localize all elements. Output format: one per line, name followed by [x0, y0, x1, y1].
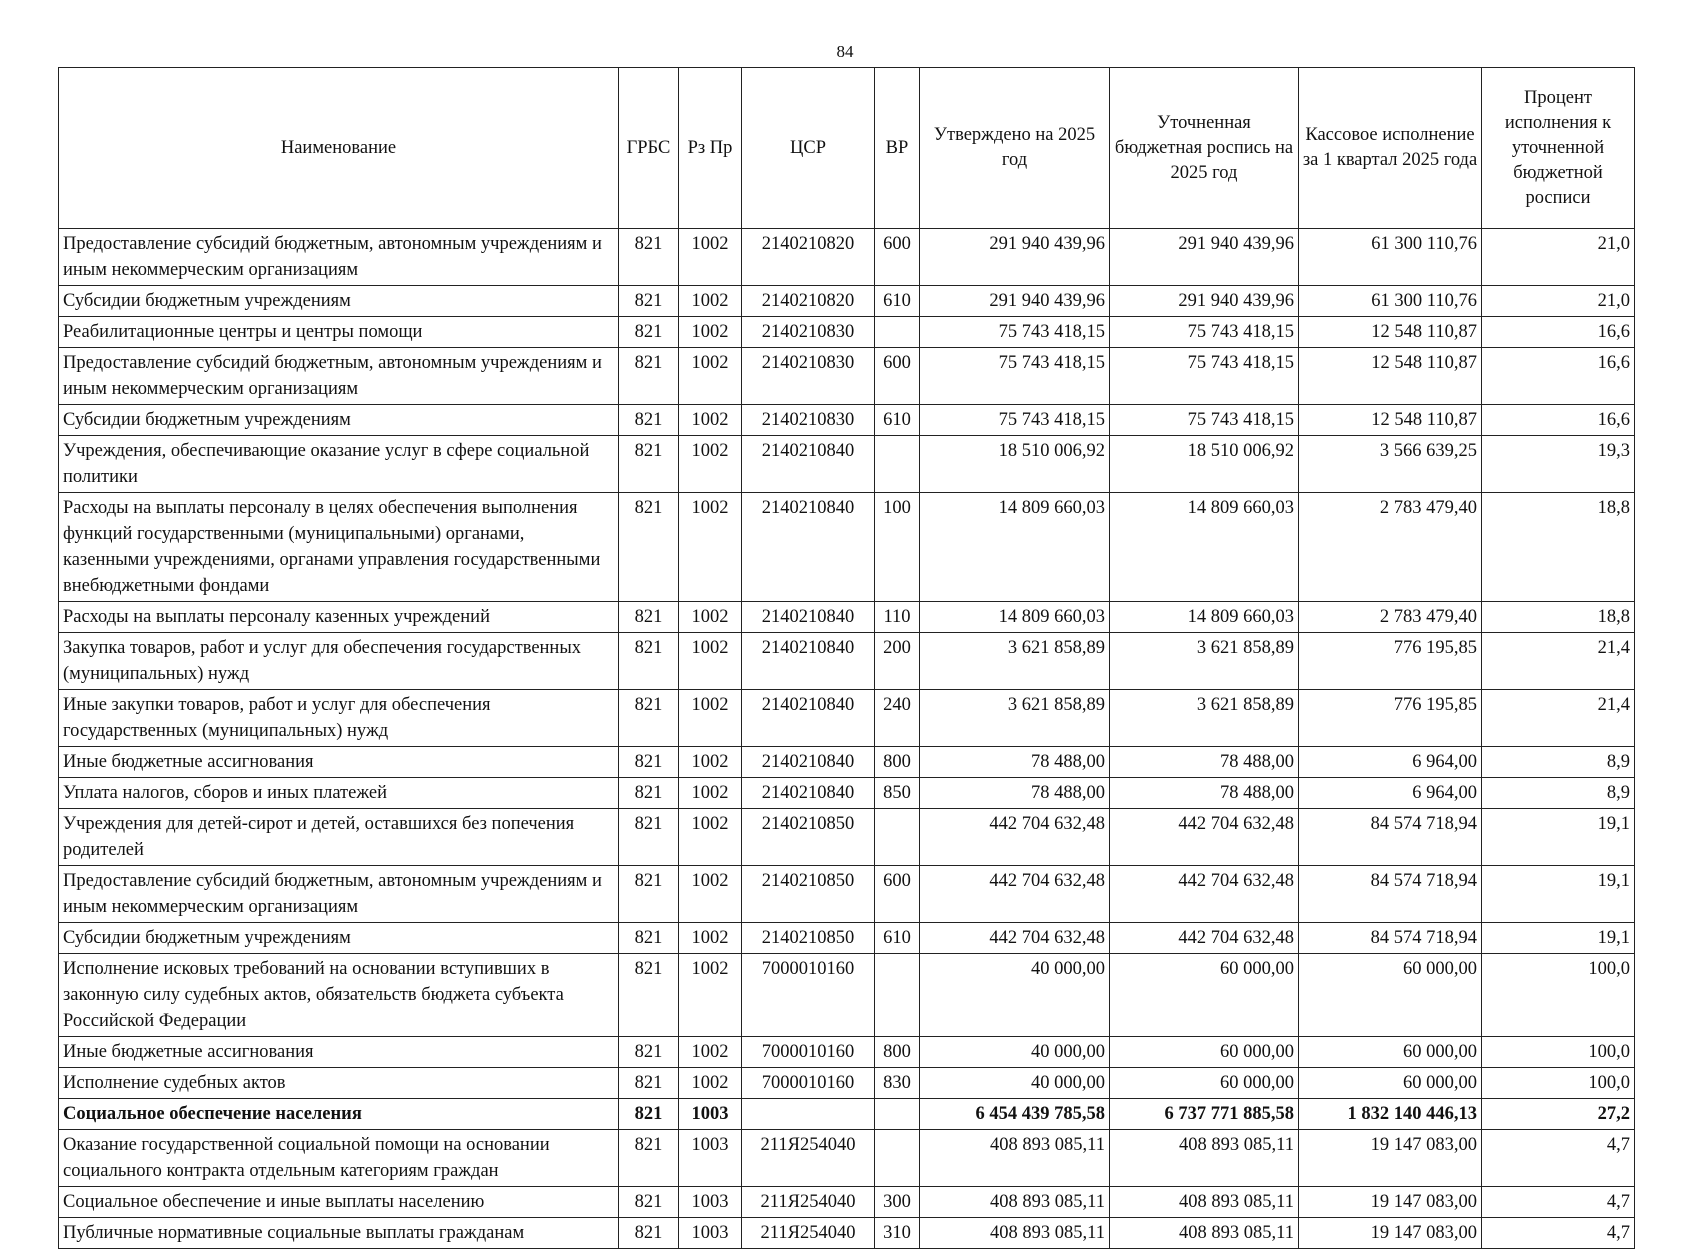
- table-row: [59, 690, 1635, 747]
- cell-name: Социальное обеспечение населения: [59, 1099, 619, 1130]
- cell-grbs: 821: [619, 923, 679, 954]
- cell-refined: 75 743 418,15: [1110, 317, 1299, 348]
- cell-percent: 21,0: [1482, 229, 1635, 286]
- cell-approved: 442 704 632,48: [920, 866, 1110, 923]
- cell-executed: 60 000,00: [1299, 1068, 1482, 1099]
- cell-csr: 2140210840: [742, 633, 875, 690]
- cell-vr: [875, 436, 920, 493]
- table-row: [59, 405, 1635, 436]
- cell-rzpr: 1002: [679, 493, 742, 602]
- cell-executed: 19 147 083,00: [1299, 1130, 1482, 1187]
- cell-grbs: 821: [619, 317, 679, 348]
- cell-csr: 7000010160: [742, 1068, 875, 1099]
- cell-csr: 7000010160: [742, 1037, 875, 1068]
- cell-executed: 6 964,00: [1299, 747, 1482, 778]
- cell-grbs: 821: [619, 690, 679, 747]
- cell-executed: 1 832 140 446,13: [1299, 1099, 1482, 1130]
- cell-vr: 200: [875, 633, 920, 690]
- cell-executed: 61 300 110,76: [1299, 229, 1482, 286]
- table-row: [59, 348, 1635, 405]
- cell-csr: 2140210850: [742, 809, 875, 866]
- cell-grbs: 821: [619, 602, 679, 633]
- cell-grbs: 821: [619, 1099, 679, 1130]
- table-row: [59, 1130, 1635, 1187]
- cell-grbs: 821: [619, 809, 679, 866]
- cell-rzpr: 1002: [679, 690, 742, 747]
- cell-rzpr: 1002: [679, 317, 742, 348]
- cell-percent: 19,1: [1482, 809, 1635, 866]
- cell-approved: 14 809 660,03: [920, 602, 1110, 633]
- cell-name: Предоставление субсидий бюджетным, автономным учреждениям и иным некоммерческим организациям: [59, 348, 619, 405]
- cell-refined: 408 893 085,11: [1110, 1187, 1299, 1218]
- table-row: [59, 1187, 1635, 1218]
- cell-percent: 100,0: [1482, 954, 1635, 1037]
- cell-approved: 408 893 085,11: [920, 1187, 1110, 1218]
- cell-rzpr: 1002: [679, 1037, 742, 1068]
- cell-csr: 211Я254040: [742, 1130, 875, 1187]
- cell-refined: 408 893 085,11: [1110, 1130, 1299, 1187]
- cell-executed: 19 147 083,00: [1299, 1187, 1482, 1218]
- cell-executed: 2 783 479,40: [1299, 493, 1482, 602]
- cell-name: Субсидии бюджетным учреждениям: [59, 286, 619, 317]
- table-row: [59, 954, 1635, 1037]
- cell-percent: 4,7: [1482, 1187, 1635, 1218]
- cell-name: Публичные нормативные социальные выплаты гражданам: [59, 1218, 619, 1249]
- cell-approved: 3 621 858,89: [920, 690, 1110, 747]
- header-name: Наименование: [59, 68, 619, 229]
- header-csr: ЦСР: [742, 68, 875, 229]
- table-row: [59, 602, 1635, 633]
- cell-rzpr: 1002: [679, 436, 742, 493]
- cell-approved: 40 000,00: [920, 1068, 1110, 1099]
- cell-refined: 78 488,00: [1110, 747, 1299, 778]
- cell-name: Исполнение исковых требований на основании вступивших в законную силу судебных актов, обязательств бюджета субъекта Российской Федерации: [59, 954, 619, 1037]
- cell-csr: 2140210840: [742, 778, 875, 809]
- table-row: [59, 286, 1635, 317]
- cell-csr: 2140210830: [742, 317, 875, 348]
- cell-percent: 4,7: [1482, 1218, 1635, 1249]
- cell-vr: 850: [875, 778, 920, 809]
- cell-refined: 75 743 418,15: [1110, 405, 1299, 436]
- cell-name: Расходы на выплаты персоналу казенных учреждений: [59, 602, 619, 633]
- cell-vr: [875, 809, 920, 866]
- cell-approved: 408 893 085,11: [920, 1130, 1110, 1187]
- cell-csr: 2140210830: [742, 405, 875, 436]
- cell-csr: 211Я254040: [742, 1187, 875, 1218]
- cell-percent: 4,7: [1482, 1130, 1635, 1187]
- cell-refined: 442 704 632,48: [1110, 866, 1299, 923]
- cell-name: Социальное обеспечение и иные выплаты населению: [59, 1187, 619, 1218]
- cell-name: Предоставление субсидий бюджетным, автономным учреждениям и иным некоммерческим организациям: [59, 229, 619, 286]
- cell-csr: 2140210840: [742, 747, 875, 778]
- cell-refined: 442 704 632,48: [1110, 923, 1299, 954]
- cell-grbs: 821: [619, 866, 679, 923]
- cell-executed: 84 574 718,94: [1299, 923, 1482, 954]
- cell-percent: 21,0: [1482, 286, 1635, 317]
- cell-approved: 78 488,00: [920, 747, 1110, 778]
- cell-approved: 442 704 632,48: [920, 809, 1110, 866]
- cell-csr: 211Я254040: [742, 1218, 875, 1249]
- cell-grbs: 821: [619, 286, 679, 317]
- cell-rzpr: 1003: [679, 1099, 742, 1130]
- cell-name: Субсидии бюджетным учреждениям: [59, 405, 619, 436]
- cell-vr: 310: [875, 1218, 920, 1249]
- cell-executed: 84 574 718,94: [1299, 866, 1482, 923]
- cell-name: Расходы на выплаты персоналу в целях обеспечения выполнения функций государственными (муниципальными) органами, казенными учреждениями, органами управления государственными внебюджетными фондами: [59, 493, 619, 602]
- cell-percent: 100,0: [1482, 1037, 1635, 1068]
- table-row: [59, 317, 1635, 348]
- cell-rzpr: 1002: [679, 747, 742, 778]
- cell-approved: 78 488,00: [920, 778, 1110, 809]
- page-number: 84: [836, 42, 854, 61]
- cell-rzpr: 1002: [679, 809, 742, 866]
- cell-approved: 291 940 439,96: [920, 229, 1110, 286]
- cell-grbs: 821: [619, 1068, 679, 1099]
- cell-vr: 240: [875, 690, 920, 747]
- cell-name: Субсидии бюджетным учреждениям: [59, 923, 619, 954]
- cell-approved: 75 743 418,15: [920, 348, 1110, 405]
- cell-percent: 18,8: [1482, 602, 1635, 633]
- cell-approved: 442 704 632,48: [920, 923, 1110, 954]
- table-row: [59, 229, 1635, 286]
- cell-grbs: 821: [619, 1187, 679, 1218]
- cell-executed: 61 300 110,76: [1299, 286, 1482, 317]
- cell-csr: 2140210820: [742, 286, 875, 317]
- cell-refined: 60 000,00: [1110, 1037, 1299, 1068]
- cell-percent: 21,4: [1482, 633, 1635, 690]
- cell-refined: 14 809 660,03: [1110, 493, 1299, 602]
- cell-executed: 12 548 110,87: [1299, 317, 1482, 348]
- cell-rzpr: 1002: [679, 405, 742, 436]
- cell-vr: 610: [875, 923, 920, 954]
- cell-refined: 60 000,00: [1110, 954, 1299, 1037]
- cell-csr: 2140210840: [742, 602, 875, 633]
- cell-vr: 600: [875, 866, 920, 923]
- table-row: [59, 633, 1635, 690]
- cell-rzpr: 1003: [679, 1187, 742, 1218]
- cell-csr: 2140210840: [742, 493, 875, 602]
- cell-rzpr: 1002: [679, 602, 742, 633]
- cell-grbs: 821: [619, 1037, 679, 1068]
- cell-refined: 408 893 085,11: [1110, 1218, 1299, 1249]
- cell-rzpr: 1002: [679, 286, 742, 317]
- cell-refined: 3 621 858,89: [1110, 633, 1299, 690]
- cell-grbs: 821: [619, 954, 679, 1037]
- cell-executed: 84 574 718,94: [1299, 809, 1482, 866]
- table-row: [59, 809, 1635, 866]
- cell-rzpr: 1002: [679, 923, 742, 954]
- cell-percent: 100,0: [1482, 1068, 1635, 1099]
- cell-grbs: 821: [619, 493, 679, 602]
- cell-name: Закупка товаров, работ и услуг для обеспечения государственных (муниципальных) нужд: [59, 633, 619, 690]
- cell-grbs: 821: [619, 229, 679, 286]
- cell-name: Иные бюджетные ассигнования: [59, 1037, 619, 1068]
- cell-executed: 12 548 110,87: [1299, 405, 1482, 436]
- cell-refined: 442 704 632,48: [1110, 809, 1299, 866]
- header-grbs: ГРБС: [619, 68, 679, 229]
- cell-percent: 19,1: [1482, 866, 1635, 923]
- cell-vr: 800: [875, 1037, 920, 1068]
- table-body: [59, 229, 1635, 1249]
- cell-approved: 6 454 439 785,58: [920, 1099, 1110, 1130]
- cell-refined: 6 737 771 885,58: [1110, 1099, 1299, 1130]
- cell-percent: 16,6: [1482, 348, 1635, 405]
- table-row: [59, 1099, 1635, 1130]
- table-row: [59, 778, 1635, 809]
- cell-vr: 830: [875, 1068, 920, 1099]
- table-row: [59, 923, 1635, 954]
- cell-csr: [742, 1099, 875, 1130]
- cell-vr: 600: [875, 348, 920, 405]
- cell-rzpr: 1002: [679, 1068, 742, 1099]
- cell-rzpr: 1002: [679, 633, 742, 690]
- cell-rzpr: 1003: [679, 1218, 742, 1249]
- cell-approved: 75 743 418,15: [920, 405, 1110, 436]
- header-rzpr: Рз Пр: [679, 68, 742, 229]
- cell-approved: 408 893 085,11: [920, 1218, 1110, 1249]
- cell-percent: 19,1: [1482, 923, 1635, 954]
- cell-percent: 16,6: [1482, 405, 1635, 436]
- cell-vr: 110: [875, 602, 920, 633]
- cell-vr: 100: [875, 493, 920, 602]
- budget-table: [58, 67, 1635, 1249]
- cell-approved: 40 000,00: [920, 1037, 1110, 1068]
- cell-grbs: 821: [619, 436, 679, 493]
- cell-refined: 78 488,00: [1110, 778, 1299, 809]
- cell-csr: 2140210850: [742, 923, 875, 954]
- cell-rzpr: 1002: [679, 229, 742, 286]
- header-executed: Кассовое исполнение за 1 квартал 2025 года: [1299, 68, 1482, 229]
- header-refined: Уточненная бюджетная роспись на 2025 год: [1110, 68, 1299, 229]
- cell-rzpr: 1002: [679, 778, 742, 809]
- cell-csr: 2140210820: [742, 229, 875, 286]
- table-row: [59, 1218, 1635, 1249]
- cell-percent: 21,4: [1482, 690, 1635, 747]
- cell-refined: 18 510 006,92: [1110, 436, 1299, 493]
- header-approved: Утверждено на 2025 год: [920, 68, 1110, 229]
- cell-percent: 8,9: [1482, 778, 1635, 809]
- table-row: [59, 747, 1635, 778]
- cell-executed: 3 566 639,25: [1299, 436, 1482, 493]
- cell-approved: 40 000,00: [920, 954, 1110, 1037]
- cell-executed: 60 000,00: [1299, 954, 1482, 1037]
- cell-vr: 610: [875, 405, 920, 436]
- cell-approved: 18 510 006,92: [920, 436, 1110, 493]
- cell-refined: 75 743 418,15: [1110, 348, 1299, 405]
- cell-executed: 6 964,00: [1299, 778, 1482, 809]
- table-row: [59, 1037, 1635, 1068]
- cell-csr: 2140210850: [742, 866, 875, 923]
- cell-name: Предоставление субсидий бюджетным, автономным учреждениям и иным некоммерческим организациям: [59, 866, 619, 923]
- cell-percent: 8,9: [1482, 747, 1635, 778]
- cell-rzpr: 1002: [679, 954, 742, 1037]
- cell-name: Иные бюджетные ассигнования: [59, 747, 619, 778]
- cell-refined: 14 809 660,03: [1110, 602, 1299, 633]
- cell-vr: 300: [875, 1187, 920, 1218]
- cell-grbs: 821: [619, 1218, 679, 1249]
- cell-csr: 2140210830: [742, 348, 875, 405]
- cell-vr: 610: [875, 286, 920, 317]
- cell-name: Учреждения для детей-сирот и детей, оставшихся без попечения родителей: [59, 809, 619, 866]
- cell-name: Оказание государственной социальной помощи на основании социального контракта отдельным категориям граждан: [59, 1130, 619, 1187]
- cell-vr: 600: [875, 229, 920, 286]
- cell-rzpr: 1002: [679, 866, 742, 923]
- cell-refined: 60 000,00: [1110, 1068, 1299, 1099]
- cell-refined: 291 940 439,96: [1110, 286, 1299, 317]
- cell-csr: 2140210840: [742, 690, 875, 747]
- cell-approved: 75 743 418,15: [920, 317, 1110, 348]
- cell-percent: 16,6: [1482, 317, 1635, 348]
- cell-refined: 291 940 439,96: [1110, 229, 1299, 286]
- cell-name: Исполнение судебных актов: [59, 1068, 619, 1099]
- table-header-row: [59, 68, 1635, 229]
- cell-approved: 14 809 660,03: [920, 493, 1110, 602]
- table-row: [59, 436, 1635, 493]
- cell-vr: [875, 954, 920, 1037]
- cell-vr: [875, 317, 920, 348]
- cell-name: Учреждения, обеспечивающие оказание услуг в сфере социальной политики: [59, 436, 619, 493]
- cell-vr: 800: [875, 747, 920, 778]
- cell-executed: 19 147 083,00: [1299, 1218, 1482, 1249]
- cell-grbs: 821: [619, 747, 679, 778]
- cell-executed: 776 195,85: [1299, 633, 1482, 690]
- cell-grbs: 821: [619, 1130, 679, 1187]
- cell-grbs: 821: [619, 405, 679, 436]
- cell-approved: 3 621 858,89: [920, 633, 1110, 690]
- table-row: [59, 866, 1635, 923]
- cell-refined: 3 621 858,89: [1110, 690, 1299, 747]
- cell-grbs: 821: [619, 348, 679, 405]
- cell-csr: 2140210840: [742, 436, 875, 493]
- cell-name: Уплата налогов, сборов и иных платежей: [59, 778, 619, 809]
- cell-name: Реабилитационные центры и центры помощи: [59, 317, 619, 348]
- header-percent: Процент исполнения к уточненной бюджетной росписи: [1482, 68, 1635, 229]
- table-row: [59, 493, 1635, 602]
- cell-executed: 2 783 479,40: [1299, 602, 1482, 633]
- cell-csr: 7000010160: [742, 954, 875, 1037]
- header-vr: ВР: [875, 68, 920, 229]
- cell-approved: 291 940 439,96: [920, 286, 1110, 317]
- cell-executed: 776 195,85: [1299, 690, 1482, 747]
- cell-vr: [875, 1099, 920, 1130]
- cell-percent: 19,3: [1482, 436, 1635, 493]
- cell-grbs: 821: [619, 778, 679, 809]
- cell-executed: 60 000,00: [1299, 1037, 1482, 1068]
- cell-percent: 27,2: [1482, 1099, 1635, 1130]
- cell-vr: [875, 1130, 920, 1187]
- cell-grbs: 821: [619, 633, 679, 690]
- cell-name: Иные закупки товаров, работ и услуг для обеспечения государственных (муниципальных) нужд: [59, 690, 619, 747]
- cell-percent: 18,8: [1482, 493, 1635, 602]
- cell-rzpr: 1003: [679, 1130, 742, 1187]
- table-row: [59, 1068, 1635, 1099]
- cell-rzpr: 1002: [679, 348, 742, 405]
- cell-executed: 12 548 110,87: [1299, 348, 1482, 405]
